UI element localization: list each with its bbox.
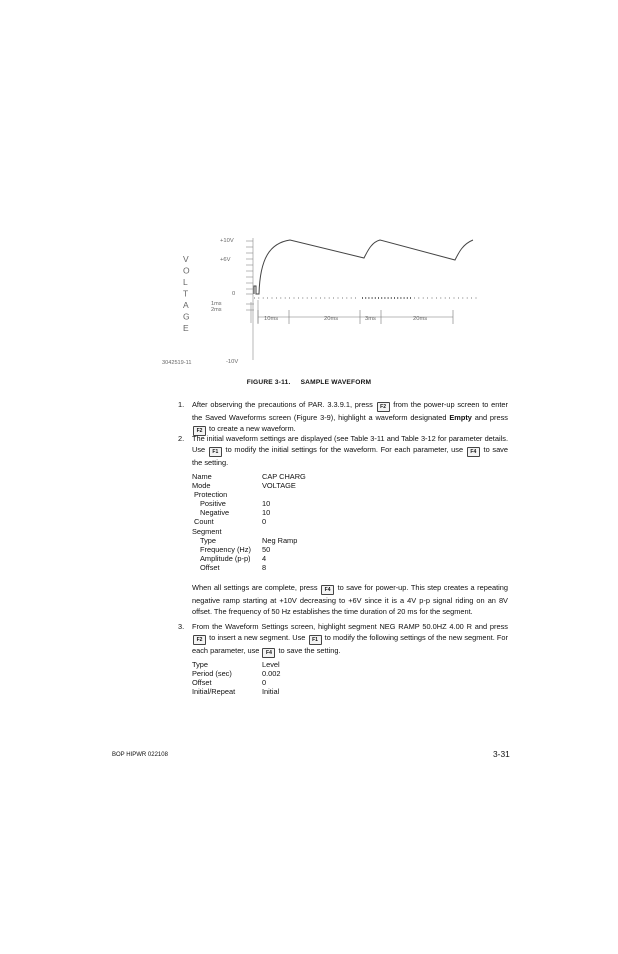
y-axis-label: +10V	[220, 238, 234, 244]
segment-duration-label: 20ms	[324, 316, 339, 322]
parameter-value: 50	[262, 544, 271, 554]
step-2-continued	[178, 582, 508, 617]
parameter-value: 8	[262, 562, 267, 572]
parameter-name: Initial/Repeat	[192, 687, 236, 697]
waveform-trace	[254, 240, 473, 294]
function-key-icon: F1	[209, 447, 222, 457]
parameter-value: CAP CHARG	[262, 472, 306, 481]
left-time-markers	[246, 300, 258, 323]
function-key-icon: F2	[377, 402, 390, 412]
step-3	[178, 621, 508, 658]
step-text	[192, 433, 508, 468]
parameter-row	[192, 472, 306, 481]
figure-caption	[0, 379, 618, 386]
figure-id: 3042519-11	[162, 360, 192, 366]
step-text-run: to create a new waveform.	[207, 424, 296, 433]
step-text	[192, 582, 508, 617]
parameter-value: 0.002	[262, 669, 281, 679]
step-text-run: From the Waveform Settings screen, highlight segment NEG RAMP 50.0HZ 4.00 R and press	[192, 622, 508, 631]
parameter-name: Segment	[192, 526, 222, 536]
parameter-row	[192, 562, 267, 572]
step-text-run: After observing the precautions of PAR. 3.3.9.1, press	[192, 400, 376, 409]
parameter-row	[192, 544, 271, 554]
footer-page-number: 3-31	[493, 749, 510, 759]
parameter-row	[192, 499, 271, 509]
step-text-run: to modify the following settings of the new segment. For each parameter, use	[192, 633, 508, 655]
step-number: 1.	[178, 400, 185, 409]
function-key-icon: F2	[193, 635, 206, 645]
segment-parameter-list	[192, 660, 281, 697]
time-label: 2ms	[211, 307, 222, 313]
parameter-row	[192, 687, 280, 697]
segment-duration-label: 3ms	[365, 316, 376, 322]
y-axis	[246, 238, 253, 360]
step-text-run: to save the setting.	[192, 445, 508, 467]
parameter-row	[192, 481, 296, 491]
parameter-row	[192, 535, 298, 545]
function-key-icon: F4	[467, 447, 480, 457]
step-text-run: and press	[471, 413, 508, 422]
parameter-name: Frequency (Hz)	[200, 544, 251, 554]
parameter-row	[192, 553, 267, 563]
y-axis-label: 0	[232, 291, 236, 297]
parameter-name: Count	[194, 517, 214, 527]
figure-caption-number: FIGURE 3-11.	[246, 379, 291, 386]
parameter-value: 0	[262, 678, 267, 688]
y-axis-label: -10V	[226, 359, 239, 365]
step-2	[178, 433, 508, 468]
parameter-name: Type	[192, 660, 209, 669]
parameter-value: 4	[262, 553, 267, 563]
axis-letter: V	[183, 254, 189, 264]
parameter-row	[192, 508, 271, 518]
parameter-row	[192, 678, 267, 688]
step-text-run: to modify the initial settings for the waveform. For each parameter, use	[222, 445, 466, 454]
parameter-name: Negative	[200, 508, 230, 518]
parameter-value: VOLTAGE	[262, 481, 296, 491]
function-key-icon: F4	[262, 648, 275, 658]
figure-caption-title: SAMPLE WAVEFORM	[300, 379, 372, 386]
parameter-value: Initial	[262, 687, 280, 697]
parameter-value: 0	[262, 517, 267, 527]
parameter-value: Neg Ramp	[262, 535, 298, 545]
left-time-labels	[211, 301, 222, 313]
step-text-run: to insert a new segment. Use	[207, 633, 308, 642]
bold-term: Empty	[449, 413, 472, 422]
parameter-value: 10	[262, 508, 271, 518]
step-1	[178, 399, 508, 436]
parameter-value: 10	[262, 499, 271, 509]
parameter-name: Offset	[200, 562, 220, 572]
parameter-name: Type	[200, 535, 217, 545]
y-axis-label: +6V	[220, 257, 231, 263]
waveform-parameter-list	[192, 472, 306, 572]
parameter-row	[192, 490, 251, 499]
step-number: 3.	[178, 622, 185, 631]
footer-document-id: BOP HIPWR 022108	[112, 752, 168, 758]
segment-duration-label: 10ms	[264, 316, 279, 322]
sample-waveform-figure	[150, 228, 480, 370]
parameter-name: Amplitude (p-p)	[200, 553, 251, 563]
axis-letter: E	[183, 323, 189, 333]
step-text-run: When all settings are complete, press	[192, 583, 321, 592]
parameter-name: Period (sec)	[192, 669, 232, 679]
step-text-run: to save the setting.	[276, 646, 341, 655]
step-number: 2.	[178, 434, 185, 443]
axis-letter: O	[183, 265, 190, 276]
parameter-name: Offset	[192, 678, 212, 688]
function-key-icon: F1	[309, 635, 322, 645]
axis-letter: A	[183, 300, 189, 310]
parameter-name: Protection	[194, 490, 228, 500]
parameter-row	[192, 669, 281, 679]
parameter-name: Mode	[192, 481, 211, 491]
step-text	[192, 399, 508, 436]
parameter-row	[192, 517, 267, 527]
step-text-run: from the power-up screen to enter the Saved Waveforms screen (Figure 3-9), highlight a waveform designated	[192, 400, 508, 422]
axis-letter: G	[183, 311, 190, 322]
segment-duration-label: 20ms	[413, 316, 428, 322]
parameter-value: Level	[262, 660, 280, 669]
function-key-icon: F4	[321, 585, 334, 595]
axis-letter: T	[183, 288, 189, 299]
parameter-row	[192, 660, 280, 669]
function-key-icon: F2	[193, 426, 206, 436]
axis-letter: L	[183, 277, 188, 287]
time-label: 1ms	[211, 301, 222, 307]
parameter-name: Name	[192, 472, 212, 481]
step-text-run: to save for power-up. This step creates a repeating negative ramp starting at +10V decreasing to +6V since it is a 4V p-p signal riding on an 8V offset. The frequency of 50 Hz establishes the time duration of 20 ms for the segment.	[192, 583, 508, 616]
parameter-row	[192, 527, 251, 536]
step-text-run: The initial waveform settings are displayed (see Table 3-11 and Table 3-12 for parameter details. Use	[192, 434, 508, 454]
step-text	[192, 621, 508, 658]
y-axis-labels	[220, 238, 238, 365]
voltage-axis-letters	[183, 254, 190, 333]
parameter-name: Positive	[200, 499, 226, 509]
